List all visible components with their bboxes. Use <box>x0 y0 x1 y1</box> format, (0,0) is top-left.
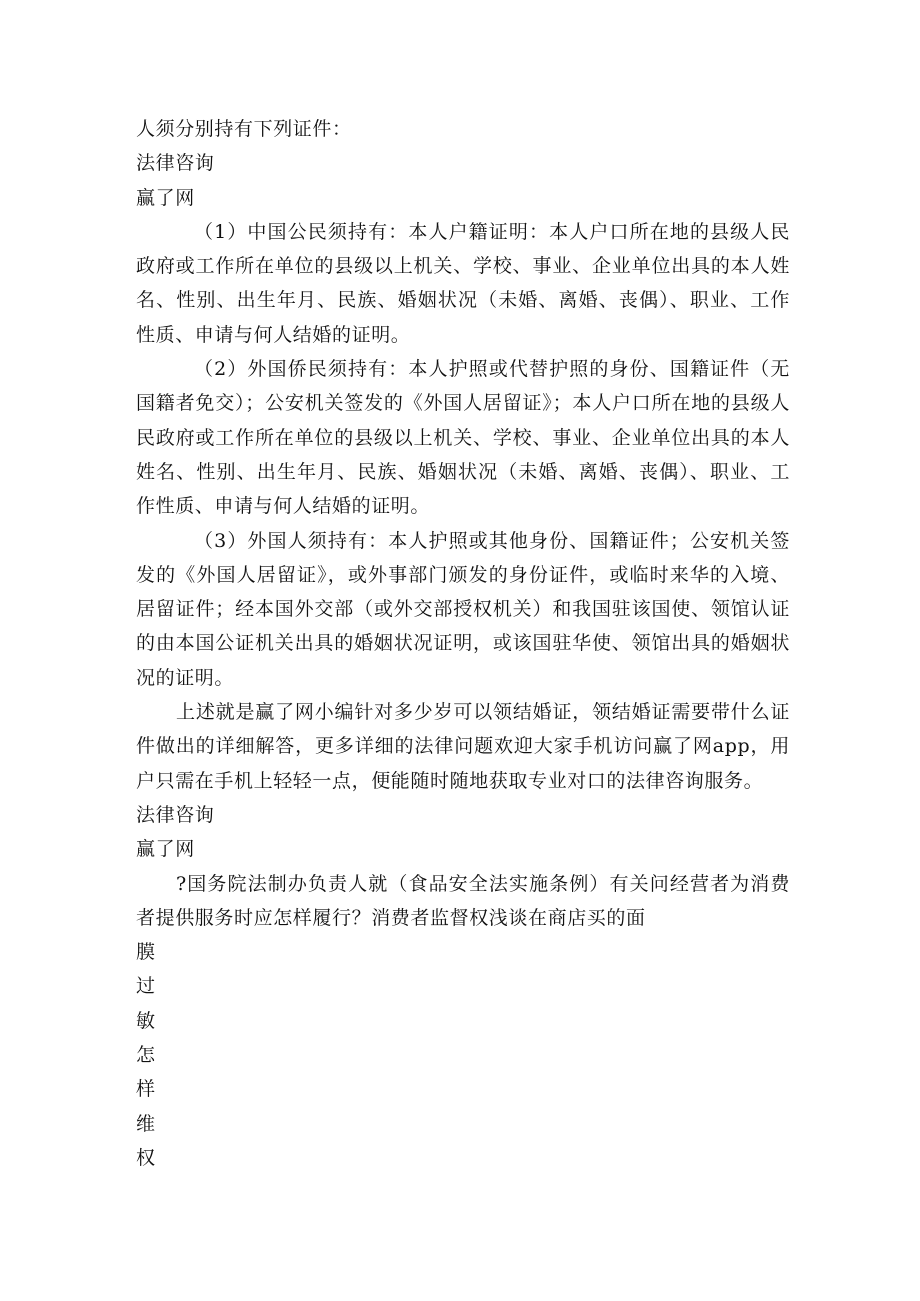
watermark-consult-top: 法律咨询 <box>136 152 215 175</box>
vertical-char: 怎 <box>136 1044 156 1067</box>
paragraph-related-links: ?国务院法制办负责人就（食品安全法实施条例）有关问经营者为消费者提供服务时应怎样履行？消费者监督权浅谈在商店买的面 <box>136 872 790 929</box>
watermark-site-top: 赢了网 <box>136 186 195 209</box>
paragraph-item-2: （2）外国侨民须持有：本人护照或代替护照的身份、国籍证件（无国籍者免交）；公安机关签发的《外国人居留证》；本人户口所在地的县级人民政府或工作所在单位的县级以上机关、学校、事业、企业单位出具的本人姓名、性别、出生年月、民族、婚姻状况（未婚、离婚、丧偶）、职业、工作性质、申请与何人结婚的证明。 <box>136 358 790 518</box>
paragraph-item-1: （1）中国公民须持有：本人户籍证明：本人户口所在地的县级人民政府或工作所在单位的县级以上机关、学校、事业、企业单位出具的本人姓名、性别、出生年月、民族、婚姻状况（未婚、离婚、丧偶）、职业、工作性质、申请与何人结婚的证明。 <box>136 220 790 346</box>
watermark-site-bottom: 赢了网 <box>136 838 195 861</box>
vertical-char: 膜 <box>136 941 156 964</box>
vertical-char: 样 <box>136 1078 156 1101</box>
intro-line: 人须分别持有下列证件： <box>136 118 352 140</box>
document-body <box>136 112 790 1175</box>
paragraph-item-3: （3）外国人须持有：本人护照或其他身份、国籍证件；公安机关签发的《外国人居留证》，或外事部门颁发的身份证件，或临时来华的入境、居留证件；经本国外交部（或外交部授权机关）和我国驻该国使、领馆认证的由本国公证机关出具的婚姻状况证明，或该国驻华使、领馆出具的婚姻状况的证明。 <box>136 529 790 689</box>
paragraph-summary: 上述就是赢了网小编针对多少岁可以领结婚证，领结婚证需要带什么证件做出的详细解答，更多详细的法律问题欢迎大家手机访问赢了网app，用户只需在手机上轻轻一点，便能随时随地获取专业对口的法律咨询服务。 <box>136 701 790 792</box>
watermark-consult-bottom: 法律咨询 <box>136 803 215 826</box>
vertical-char: 敏 <box>136 1009 156 1032</box>
vertical-char: 维 <box>136 1112 156 1135</box>
vertical-char: 权 <box>136 1146 156 1169</box>
vertical-char: 过 <box>136 975 156 998</box>
